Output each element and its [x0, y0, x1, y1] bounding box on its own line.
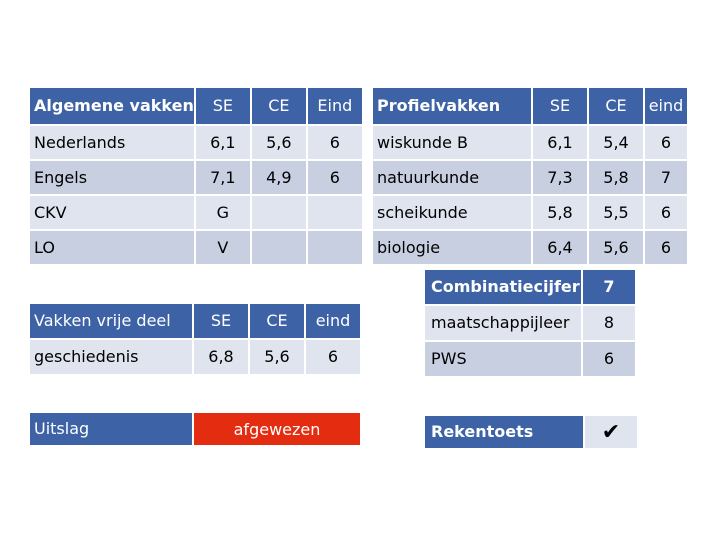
header-se: SE — [196, 88, 250, 124]
grade-eind: 6 — [308, 161, 362, 194]
uitslag-label: Uitslag — [30, 413, 192, 445]
table-row — [373, 196, 687, 229]
table-row — [425, 342, 635, 376]
check-icon: ✔ — [585, 416, 637, 448]
grade-ce — [252, 196, 306, 229]
grade-eind: 6 — [645, 126, 687, 159]
grade-se: 6,8 — [194, 340, 248, 374]
grade: 8 — [583, 306, 635, 340]
grade-se: G — [196, 196, 250, 229]
rekentoets-label: Rekentoets — [425, 416, 583, 448]
table-row — [373, 126, 687, 159]
subject-name: maatschappijleer — [425, 306, 581, 340]
table-row — [30, 161, 362, 194]
subject-name: CKV — [30, 196, 194, 229]
combinatiecijfer-value: 7 — [583, 270, 635, 304]
subject-name: scheikunde — [373, 196, 531, 229]
vrije-header-row — [30, 304, 360, 338]
grade-ce: 5,4 — [589, 126, 643, 159]
table-row — [30, 196, 362, 229]
table-row — [373, 231, 687, 264]
header-se: SE — [533, 88, 587, 124]
header-ce: CE — [252, 88, 306, 124]
header-ce: CE — [250, 304, 304, 338]
subject-name: Nederlands — [30, 126, 194, 159]
header-eind: eind — [645, 88, 687, 124]
grade-ce — [252, 231, 306, 264]
grade-eind: 7 — [645, 161, 687, 194]
table-row — [30, 231, 362, 264]
table-row — [30, 126, 362, 159]
grade-ce: 4,9 — [252, 161, 306, 194]
header-eind: Eind — [308, 88, 362, 124]
table-row — [30, 340, 360, 374]
subject-name: PWS — [425, 342, 581, 376]
combinatiecijfer-table — [423, 268, 637, 378]
header-vakken-vrije-deel: Vakken vrije deel — [30, 304, 192, 338]
header-se: SE — [194, 304, 248, 338]
header-profielvakken: Profielvakken — [373, 88, 531, 124]
subject-name: LO — [30, 231, 194, 264]
grade-se: 6,4 — [533, 231, 587, 264]
header-combinatiecijfer: Combinatiecijfer — [425, 270, 581, 304]
header-ce: CE — [589, 88, 643, 124]
header-eind: eind — [306, 304, 360, 338]
grade-se: 5,8 — [533, 196, 587, 229]
grade-ce: 5,6 — [252, 126, 306, 159]
profielvakken-table — [371, 86, 689, 266]
grade-ce: 5,5 — [589, 196, 643, 229]
grade-eind: 6 — [645, 231, 687, 264]
grade-eind: 6 — [308, 126, 362, 159]
grade-ce: 5,6 — [589, 231, 643, 264]
grade-eind: 6 — [645, 196, 687, 229]
grade: 6 — [583, 342, 635, 376]
vakken-vrije-deel-table — [28, 302, 362, 376]
uitslag-result: afgewezen — [194, 413, 360, 445]
combinatie-header-row — [425, 270, 635, 304]
profiel-header-row — [373, 88, 687, 124]
grade-ce: 5,8 — [589, 161, 643, 194]
subject-name: wiskunde B — [373, 126, 531, 159]
grade-se: 7,3 — [533, 161, 587, 194]
table-row — [425, 306, 635, 340]
header-algemene-vakken: Algemene vakken — [30, 88, 194, 124]
subject-name: natuurkunde — [373, 161, 531, 194]
grade-se: V — [196, 231, 250, 264]
grade-eind — [308, 231, 362, 264]
grade-eind — [308, 196, 362, 229]
grade-eind: 6 — [306, 340, 360, 374]
grade-se: 6,1 — [196, 126, 250, 159]
algemene-vakken-table — [28, 86, 364, 266]
table-row — [373, 161, 687, 194]
algemene-header-row — [30, 88, 362, 124]
grade-se: 7,1 — [196, 161, 250, 194]
subject-name: Engels — [30, 161, 194, 194]
subject-name: geschiedenis — [30, 340, 192, 374]
grade-se: 6,1 — [533, 126, 587, 159]
subject-name: biologie — [373, 231, 531, 264]
grade-ce: 5,6 — [250, 340, 304, 374]
